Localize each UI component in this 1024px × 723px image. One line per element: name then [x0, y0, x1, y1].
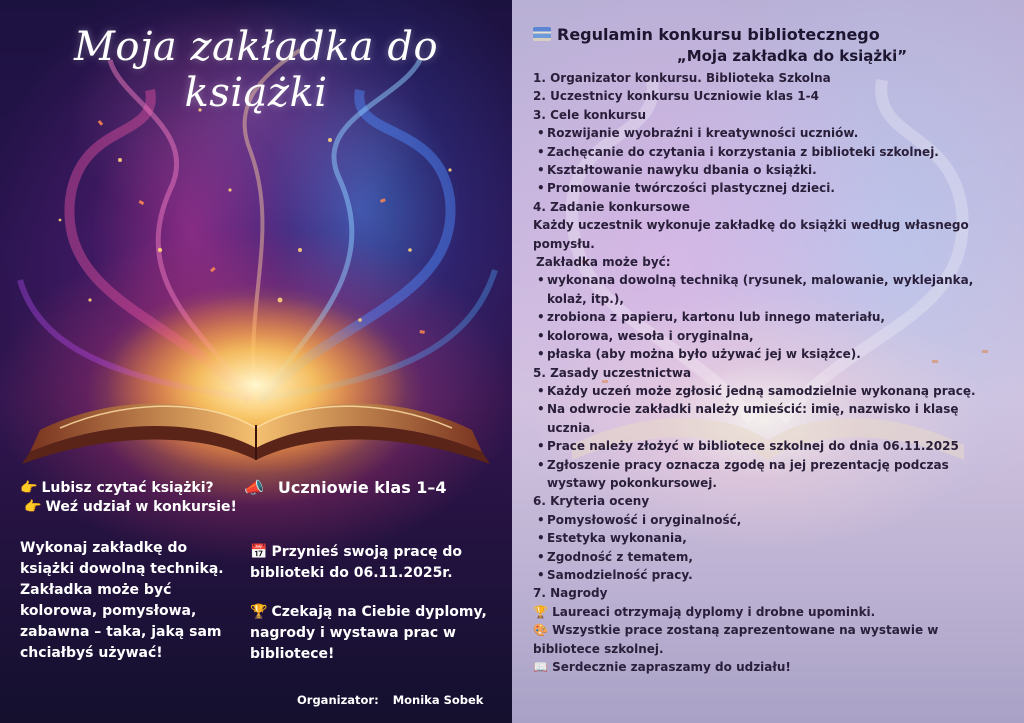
- goal-item: • Rozwijanie wyobraźni i kreatywności uczniów.: [533, 124, 1011, 142]
- regulations-subtitle: „Moja zakładka do książki”: [676, 47, 908, 65]
- rule-item: • Prace należy złożyć w bibliotece szkolnej do dnia 06.11.2025: [533, 437, 1011, 455]
- books-icon: [533, 27, 551, 41]
- megaphone-icon: 📣: [244, 478, 264, 497]
- palette-icon: 🎨: [533, 623, 548, 638]
- task-item: • wykonana dowolną techniką (rysunek, malowanie, wyklejanka, kolaż, itp.),: [533, 271, 993, 308]
- section-participants: 2. Uczestnicy konkursu Uczniowie klas 1-4: [533, 89, 819, 104]
- awards-text: [250, 602, 500, 665]
- task-item: • zrobiona z papieru, kartonu lub innego materiału,: [533, 308, 1011, 326]
- section-organizer: 1. Organizator konkursu. Biblioteka Szkolna: [533, 71, 831, 85]
- exhibit-line: [533, 621, 953, 658]
- goal-item: • Promowanie twórczości plastycznej dzieci.: [533, 179, 1011, 197]
- trophy-icon: 🏆: [250, 604, 268, 620]
- target-classes: [244, 478, 447, 498]
- rule-item: • Na odwrocie zakładki należy umieścić: imię, nazwisko i klasę ucznia.: [533, 400, 993, 437]
- goal-item: • Zachęcanie do czytania i korzystania z biblioteki szkolnej.: [533, 143, 1011, 161]
- target-classes-text: Uczniowie klas 1–4: [277, 478, 447, 497]
- regulations-title-text: Regulamin konkursu bibliotecznego: [557, 25, 880, 44]
- question-1-text: Lubisz czytać książki?: [41, 480, 214, 496]
- poster-title: Moja zakładka do książki: [73, 24, 439, 116]
- criteria-item: • Samodzielność pracy.: [533, 566, 1011, 584]
- invite-text: Serdecznie zapraszamy do udziału!: [552, 660, 791, 674]
- prize-line: [533, 603, 1011, 621]
- section-criteria: 6. Kryteria oceny: [533, 494, 650, 509]
- open-book-icon: 📖: [533, 660, 548, 674]
- task-description: Każdy uczestnik wykonuje zakładkę do książki według własnego pomysłu.: [533, 218, 969, 251]
- prize-text: Laureaci otrzymają dyplomy i drobne upominki.: [552, 604, 876, 619]
- rule-item: • Każdy uczeń może zgłosić jedną samodzielnie wykonaną pracę.: [533, 382, 1011, 400]
- pointing-hand-icon: 👉: [24, 499, 42, 515]
- organizer-line: [297, 690, 483, 710]
- task-item: • płaska (aby można było używać jej w książce).: [533, 345, 1011, 363]
- criteria-item: • Zgodność z tematem,: [533, 548, 1011, 566]
- organizer-name: Monika Sobek: [392, 693, 484, 707]
- section-prizes: 7. Nagrody: [533, 586, 608, 601]
- section-goals: 3. Cele konkursu: [533, 107, 647, 122]
- organizer-label: Organizator:: [297, 693, 379, 707]
- section-task: 4. Zadanie konkursowe: [533, 199, 691, 214]
- rule-item: • Zgłoszenie pracy oznacza zgodę na jej prezentację podczas wystawy pokonkursowej.: [533, 456, 973, 493]
- task-item: • kolorowa, wesoła i oryginalna,: [533, 327, 1011, 345]
- deadline-text-body: Przynieś swoją pracę do biblioteki do 06.11.2025r.: [250, 544, 463, 581]
- question-line-2: [24, 497, 237, 517]
- question-line-1: [20, 478, 214, 498]
- criteria-item: • Estetyka wykonania,: [533, 529, 1011, 547]
- task-can-be: Zakładka może być:: [536, 255, 671, 270]
- pointing-hand-icon: 👉: [20, 480, 38, 496]
- regulations-title: [533, 24, 1011, 46]
- section-rules: 5. Zasady uczestnictwa: [533, 365, 692, 380]
- deadline-text: [250, 542, 490, 584]
- regulations-panel: [512, 0, 1024, 723]
- exhibit-text: Wszystkie prace zostaną zaprezentowane na wystawie w bibliotece szkolnej.: [533, 623, 939, 656]
- criteria-item: • Pomysłowość i oryginalność,: [533, 511, 1011, 529]
- invite-line: [533, 658, 1011, 676]
- regulations-content: [533, 24, 1011, 676]
- question-2-text: Weź udział w konkursie!: [45, 499, 237, 515]
- instructions-text: Wykonaj zakładkę do książki dowolną techniką. Zakładka może być kolorowa, pomysłowa, zabawna – taka, jaką sam chciałbyś używać!: [20, 540, 224, 661]
- awards-text-body: Czekają na Ciebie dyplomy, nagrody i wystawa prac w bibliotece!: [250, 604, 487, 662]
- calendar-icon: 📅: [250, 544, 268, 560]
- trophy-icon: 🏆: [533, 604, 548, 619]
- goal-item: • Kształtowanie nawyku dbania o książki.: [533, 161, 1011, 179]
